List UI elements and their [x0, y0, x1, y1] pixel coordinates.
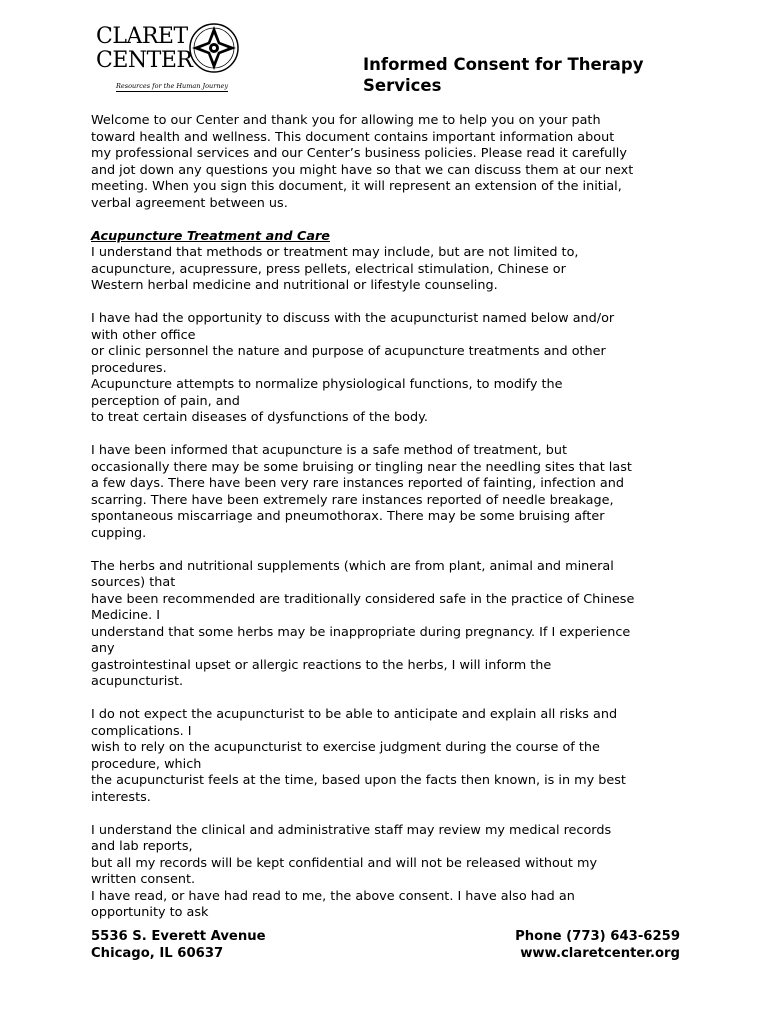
logo-text-claret: CLARET [96, 24, 188, 49]
paragraph-judgment: I do not expect the acupuncturist to be able to anticipate and explain all risks and complications. I wish to rely on the acupuncturist to exercise judgment during the course of the procedure, which the acupuncturist feels at the time, based upon the facts then known, is in my best interests. [91, 707, 626, 805]
intro-paragraph: Welcome to our Center and thank you for allowing me to help you on your path toward health and wellness. This document contains important information about my professional services and our Center’s business policies. Please read it carefully and jot down any questions you might have so that we can discuss them at our next meeting. When you sign this document, it will represent an extension of the initial, verbal agreement between us. [91, 113, 634, 211]
paragraph-methods: I understand that methods or treatment may include, but are not limited to, acupuncture, acupressure, press pellets, electrical stimulation, Chinese or Western herbal medicine and nutritional or lifestyle counseling. [91, 245, 579, 293]
website-link[interactable]: www.claretcenter.org [520, 946, 680, 961]
logo-emblem-icon [188, 22, 240, 74]
paragraph-consent: I have read, or have had read to me, the above consent. I have also had an opportunity to ask [91, 888, 575, 920]
footer-contact [515, 928, 680, 962]
claret-center-logo [92, 20, 252, 96]
phone-number: Phone (773) 643-6259 [515, 929, 680, 944]
paragraph-risks: I have been informed that acupuncture is a safe method of treatment, but occasionally there may be some bruising or tingling near the needling sites that last a few days. There have been very rare instances reported of fainting, infection and scarring. There have been extremely rare instances reported of needle breakage, spontaneous miscarriage and pneumothorax. There may be some bruising after cupping. [91, 443, 632, 541]
logo-text-center: CENTER [96, 48, 193, 73]
paragraph-records: I understand the clinical and administrative staff may review my medical records and lab reports, but all my records will be kept confidential and will not be released without my written consent. [91, 822, 612, 887]
document-body [91, 113, 691, 922]
address-street: 5536 S. Everett Avenue [91, 929, 266, 944]
paragraph-discussion: I have had the opportunity to discuss with the acupuncturist named below and/or with other office or clinic personnel the nature and purpose of acupuncture treatments and other procedures. Acupuncture attempts to normalize physiological functions, to modify the perception of pain, and to treat certain diseases of dysfunctions of the body. [91, 311, 615, 425]
document-title: Informed Consent for Therapy Services [363, 55, 644, 95]
footer-address [91, 928, 266, 962]
section-heading: Acupuncture Treatment and Care [91, 228, 330, 244]
paragraph-herbs: The herbs and nutritional supplements (which are from plant, animal and mineral sources) that have been recommended are traditionally considered safe in the practice of Chinese Medicine. I understand that some herbs may be inappropriate during pregnancy. If I experience any gastrointestinal upset or allergic reactions to the herbs, I will inform the acupuncturist. [91, 558, 635, 689]
logo-tagline: Resources for the Human Journey [116, 82, 229, 90]
address-city: Chicago, IL 60637 [91, 946, 224, 961]
